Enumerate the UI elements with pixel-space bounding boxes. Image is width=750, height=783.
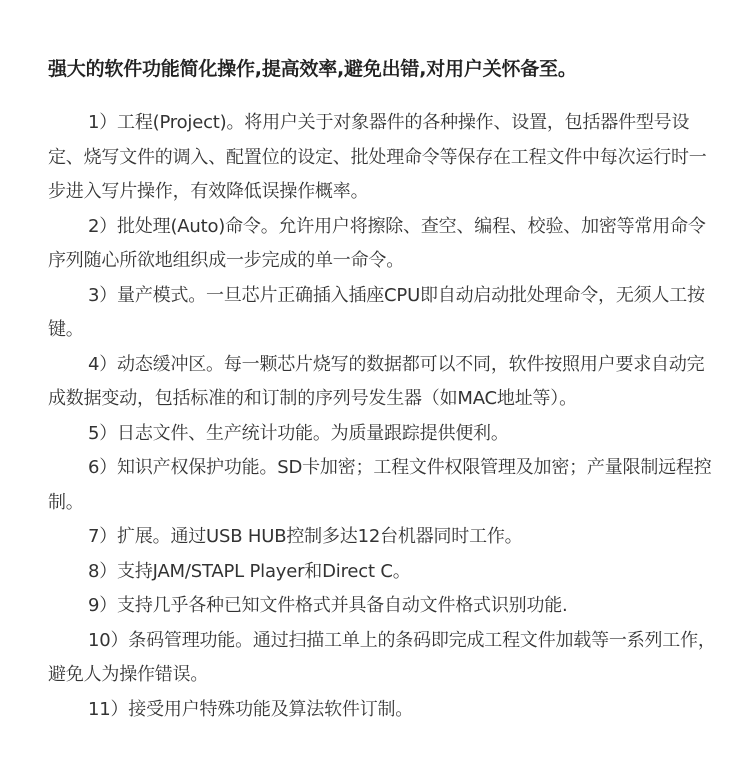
feature-item-dynamic-buffer: 4）动态缓冲区。每一颗芯片烧写的数据都可以不同，软件按照用户要求自动完成数据变动，包括标准的和订制的序列号发生器（如MAC地址等）。 xyxy=(48,353,705,409)
feature-item-project: 1）工程(Project)。将用户关于对象器件的各种操作、设置，包括器件型号设定、烧写文件的调入、配置位的设定、批处理命令等保存在工程文件中每次运行时一步进入写片操作，有效降低误操作概率。 xyxy=(48,112,707,202)
feature-item-ip-protection: 6）知识产权保护功能。SD卡加密；工程文件权限管理及加密；产量限制远程控制。 xyxy=(48,457,712,513)
feature-item-custom-algorithm: 11）接受用户特殊功能及算法软件订制。 xyxy=(88,698,414,720)
feature-item-auto: 2）批处理(Auto)命令。允许用户将擦除、查空、编程、校验、加密等常用命令序列随心所欲地组织成一步完成的单一命令。 xyxy=(48,215,706,271)
feature-item-log-file: 5）日志文件、生产统计功能。为质量跟踪提供便利。 xyxy=(88,422,509,444)
document-heading: 强大的软件功能简化操作,提高效率,避免出错,对用户关怀备至。 xyxy=(48,58,577,80)
feature-item-file-formats: 9）支持几乎各种已知文件格式并具备自动文件格式识别功能. xyxy=(88,595,568,616)
feature-item-jam-stapl: 8）支持JAM/STAPL Player和Direct C。 xyxy=(88,560,411,582)
feature-item-barcode: 10）条码管理功能。通过扫描工单上的条码即完成工程文件加载等一系列工作，避免人为操作错误。 xyxy=(48,629,716,685)
feature-item-expansion: 7）扩展。通过USB HUB控制多达12台机器同时工作。 xyxy=(88,526,523,547)
feature-item-mass-production: 3）量产模式。一旦芯片正确插入插座CPU即自动启动批处理命令，无须人工按键。 xyxy=(48,284,705,340)
